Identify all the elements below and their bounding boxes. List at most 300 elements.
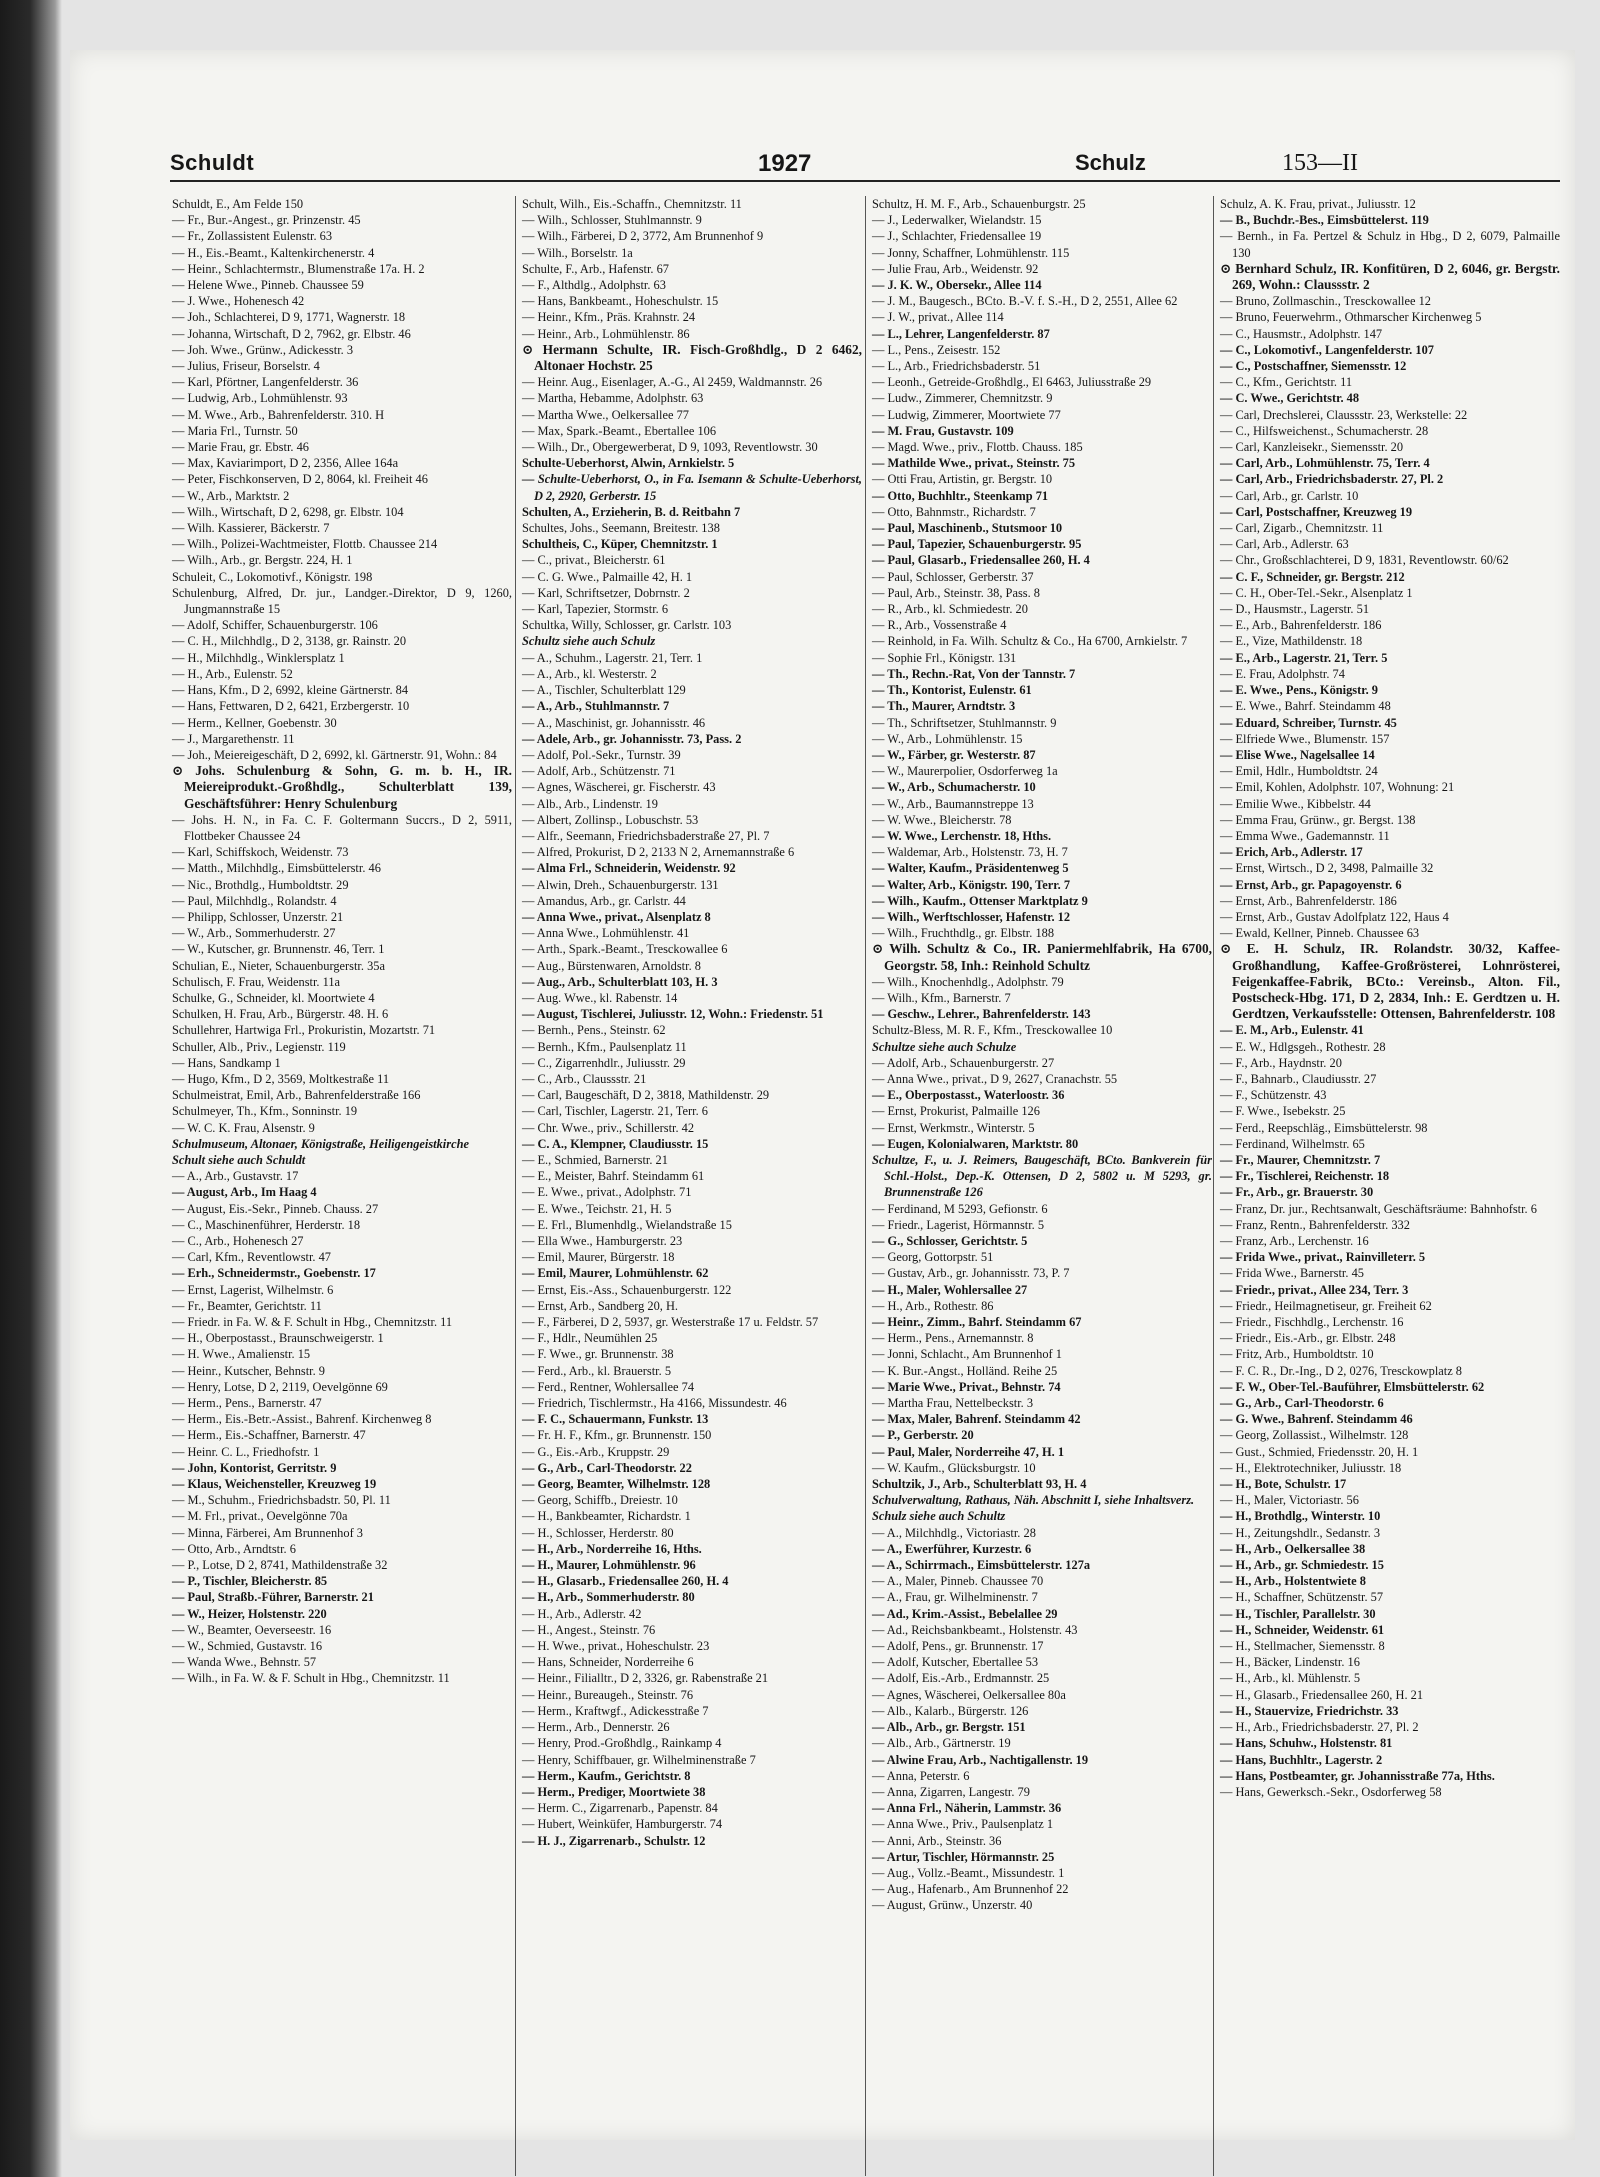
directory-entry: — W., Beamter, Oeverseestr. 16 [172,1622,332,1637]
directory-entry: — L., Arb., Friedrichsbaderstr. 51 [872,359,1041,374]
directory-entry: — Artur, Tischler, Hörmannstr. 25 [872,1849,1055,1864]
directory-entry: — H. Wwe., privat., Hoheschulstr. 23 [522,1639,710,1654]
directory-entry: — Heinr., Arb., Lohmühlenstr. 86 [522,326,690,341]
directory-entry: — H., Arb., Friedrichsbaderstr. 27, Pl. 2 [1220,1720,1419,1735]
directory-entry: — Alwin, Dreh., Schauenburgerstr. 131 [522,877,719,892]
directory-entry: — Wilh., Färberei, D 2, 3772, Am Brunnenhof 9 [522,229,764,244]
directory-entry: — Emma Wwe., Gademannstr. 11 [1220,828,1390,843]
directory-entry: — A., Tischler, Schulterblatt 129 [522,683,686,698]
directory-entry: — Carl, Drechslerei, Claussstr. 23, Werkstelle: 22 [1220,407,1468,422]
directory-entry: — Carl, Arb., gr. Carlstr. 10 [1220,488,1359,503]
directory-entry: — Martha, Hebamme, Adolphstr. 63 [522,391,704,406]
directory-entry: — Paul, Straßb.-Führer, Barnerstr. 21 [172,1590,374,1605]
directory-entry: — Hans, Kfm., D 2, 6992, kleine Gärtnerstr. 84 [172,683,409,698]
directory-entry: — Carl, Arb., Friedrichsbaderstr. 27, Pl. 2 [1220,472,1444,487]
directory-entry: — Mathilde Wwe., privat., Steinstr. 75 [872,456,1076,471]
directory-entry: — F., Färberei, D 2, 5937, gr. Westerstraße 17 u. Feldstr. 57 [522,1315,819,1330]
directory-entry: — Emil, Hdlr., Humboldtstr. 24 [1220,764,1378,779]
directory-entry: — C., Arb., Hohenesch 27 [172,1234,304,1248]
directory-entry: — Anna, Zigarren, Langestr. 79 [872,1784,1030,1799]
directory-entry: — G., Eis.-Arb., Kruppstr. 29 [522,1444,670,1459]
directory-entry: — H., Maler, Wohlersallee 27 [872,1282,1028,1297]
directory-entry: — C., Postschaffner, Siemensstr. 12 [1220,359,1407,374]
directory-entry: — Anna Wwe., Lohmühlenstr. 41 [522,926,690,941]
directory-entry: — Heinr., Bureaugeh., Steinstr. 76 [522,1687,694,1702]
directory-entry: — F., Althdlg., Adolphstr. 63 [522,278,666,293]
directory-entry: — Wilh., Knochenhdlg., Adolphstr. 79 [872,974,1064,989]
directory-entry: — Julius, Friseur, Borselstr. 4 [172,359,320,374]
directory-entry: Schulz, A. K. Frau, privat., Juliusstr. 12 [1220,197,1416,211]
directory-entry: — M. Frau, Gustavstr. 109 [872,423,1014,438]
directory-entry: — Otto, Arb., Arndtstr. 6 [172,1541,296,1556]
directory-entry: — C., Arb., Claussstr. 21 [522,1071,647,1086]
directory-entry: — K. Bur.-Angst., Holländ. Reihe 25 [872,1363,1058,1378]
directory-entry: — G., Schlosser, Gerichtstr. 5 [872,1234,1028,1248]
directory-entry: — W., Arb., Lohmühlenstr. 15 [872,731,1023,746]
directory-entry: — Aug., Hafenarb., Am Brunnenhof 22 [872,1882,1069,1897]
directory-entry: — Walter, Kaufm., Präsidentenweg 5 [872,861,1069,876]
directory-entry: — A., Schuhm., Lagerstr. 21, Terr. 1 [522,650,703,665]
directory-entry: — H., Bote, Schulstr. 17 [1220,1477,1347,1492]
directory-entry: — Herm., Kaufm., Gerichtstr. 8 [522,1768,691,1783]
directory-entry: — Elfriede Wwe., Blumenstr. 157 [1220,731,1390,746]
directory-entry: — Wilh., Borselstr. 1a [522,245,633,260]
directory-entry: — August, Tischlerei, Juliusstr. 12, Wohn.: Friedenstr. 51 [522,1007,824,1022]
directory-entry: — Th., Rechn.-Rat, Von der Tannstr. 7 [872,666,1076,681]
directory-entry: — Paul, Schlosser, Gerberstr. 37 [872,569,1034,584]
directory-entry: — Klaus, Weichensteller, Kreuzweg 19 [172,1477,377,1492]
directory-entry: — Alfred, Prokurist, D 2, 2133 N 2, Arnemannstraße 6 [522,845,795,860]
directory-entry: — Carl, Arb., Lohmühlenstr. 75, Terr. 4 [1220,456,1430,471]
directory-entry: — Alb., Kalarb., Bürgerstr. 126 [872,1703,1029,1718]
directory-entry: — Marie Frau, gr. Ebstr. 46 [172,440,309,455]
directory-entry: — W., Arb., Schumacherstr. 10 [872,780,1036,795]
directory-entry: — W. C. K. Frau, Alsenstr. 9 [172,1120,315,1135]
directory-entry: — Alb., Arb., Lindenstr. 19 [522,796,658,811]
directory-entry: — Wanda Wwe., Behnstr. 57 [172,1655,317,1670]
directory-entry: — Alb., Arb., gr. Bergstr. 151 [872,1720,1026,1735]
directory-entry: — Friedr., privat., Allee 234, Terr. 3 [1220,1282,1409,1297]
directory-entry: — Johs. H. N., in Fa. C. F. Goltermann Succrs., D 2, 5911, Flottbeker Chaussee 24 [172,812,512,843]
directory-entry: — Adolf, Schiffer, Schauenburgerstr. 106 [172,618,378,633]
directory-entry: — W., Heizer, Holstenstr. 220 [172,1606,327,1621]
directory-entry: Schulz siehe auch Schultz [872,1509,1006,1524]
directory-entry: — H., Arb., Rothestr. 86 [872,1298,994,1313]
directory-entry: — Friedr., Heilmagnetiseur, gr. Freiheit 62 [1220,1298,1432,1313]
directory-entry: — H., Schaffner, Schützenstr. 57 [1220,1590,1384,1605]
directory-entry: — H., Schneider, Weidenstr. 61 [1220,1622,1385,1637]
directory-entry: — Aug., Bürstenwaren, Arnoldstr. 8 [522,958,701,973]
directory-entry: — Otto, Bahnmstr., Richardstr. 7 [872,504,1036,519]
directory-entry: — Joh., Meiereigeschäft, D 2, 6992, kl. Gärtnerstr. 91, Wohn.: 84 [172,747,497,762]
directory-entry: — J. W., privat., Allee 114 [872,310,1004,325]
header-left-keyword: Schuldt [170,150,255,175]
directory-entry: — C., Kfm., Gerichtstr. 11 [1220,375,1353,390]
directory-entry: — Adolf, Pol.-Sekr., Turnstr. 39 [522,747,681,762]
directory-entry: — Heinr., Kfm., Präs. Krahnstr. 24 [522,310,696,325]
directory-entry: — H., Arb., Sommerhuderstr. 80 [522,1590,695,1605]
directory-entry: — F. C., Schauermann, Funkstr. 13 [522,1412,709,1427]
directory-entry: — P., Tischler, Bleicherstr. 85 [172,1574,328,1589]
directory-entry: — H., Arb., Norderreihe 16, Hths. [522,1541,702,1556]
directory-entry: — Eduard, Schreiber, Turnstr. 45 [1220,715,1397,730]
column-divider [865,196,866,2176]
directory-entry: — August, Arb., Im Haag 4 [172,1185,317,1200]
directory-entry: — F., Hdlr., Neumühlen 25 [522,1331,658,1346]
directory-entry: — John, Kontorist, Gerritstr. 9 [172,1460,337,1475]
directory-entry: — Carl, Kfm., Reventlowstr. 47 [172,1250,331,1265]
directory-entry: — Marie Wwe., Privat., Behnstr. 74 [872,1379,1061,1394]
directory-entry: — Adele, Arb., gr. Johannisstr. 73, Pass. 2 [522,731,742,746]
directory-entry: — Anni, Arb., Steinstr. 36 [872,1833,1002,1848]
directory-entry: — Hugo, Kfm., D 2, 3569, Moltkestraße 11 [172,1071,390,1086]
directory-entry: — Herm., Kellner, Goebenstr. 30 [172,715,337,730]
directory-entry: — Bruno, Feuerwehrm., Othmarscher Kirchenweg 5 [1220,310,1482,325]
directory-entry: — Ewald, Kellner, Pinneb. Chaussee 63 [1220,926,1420,941]
directory-entry: — Erich, Arb., Adlerstr. 17 [1220,845,1363,860]
directory-entry: — A., Arb., Gustavstr. 17 [172,1169,299,1184]
header-year: 1927 [758,150,812,177]
directory-entry: — Jonny, Schaffner, Lohmühlenstr. 115 [872,245,1070,260]
directory-entry: Schultzik, J., Arb., Schulterblatt 93, H. 4 [872,1477,1087,1492]
directory-entry: — Carl, Kanzleisekr., Siemensstr. 20 [1220,440,1404,455]
directory-entry: — H., Arb., Oelkersallee 38 [1220,1541,1366,1556]
directory-entry: — Franz, Arb., Lerchenstr. 16 [1220,1234,1369,1248]
directory-entry: — H., Glasarb., Friedensallee 260, H. 21 [1220,1687,1424,1702]
directory-entry: — Jonni, Schlacht., Am Brunnenhof 1 [872,1347,1062,1362]
directory-entry: — Anna, Peterstr. 6 [872,1768,970,1783]
directory-entry: — Friedr. in Fa. W. & F. Schult in Hbg., Chemnitzstr. 11 [172,1315,453,1330]
directory-entry: — H., Arb., Holstentwiete 8 [1220,1574,1366,1589]
directory-entry: — Chr. Wwe., priv., Schillerstr. 42 [522,1120,695,1135]
directory-entry: — W., Schmied, Gustavstr. 16 [172,1639,323,1654]
column-divider [1213,196,1214,2176]
directory-entry: — Sophie Frl., Königstr. 131 [872,650,1017,665]
directory-entry: — Adolf, Arb., Schauenburgerstr. 27 [872,1055,1055,1070]
directory-entry: — R., Arb., kl. Schmiedestr. 20 [872,602,1028,617]
directory-entry: — H., Angest., Steinstr. 76 [522,1622,656,1637]
directory-entry: — Franz, Rentn., Bahrenfelderstr. 332 [1220,1217,1410,1232]
directory-entry: — Friedr., Fischhdlg., Lerchenstr. 16 [1220,1315,1404,1330]
directory-entry: ⊙ Bernhard Schulz, IR. Konfitüren, D 2, 6046, gr. Bergstr. 269, Wohn.: Claussstr. 2 [1220,260,1560,293]
directory-entry: — H., Maurer, Lohmühlenstr. 96 [522,1558,696,1573]
directory-entry: — E. Frl., Blumenhdlg., Wielandstraße 15 [522,1217,732,1232]
directory-entry: — Herm., Kraftwgf., Adickesstraße 7 [522,1703,709,1718]
directory-entry: ⊙ Wilh. Schultz & Co., IR. Paniermehlfabrik, Ha 6700, Georgstr. 58, Inh.: Reinhold Schultz [872,941,1212,973]
directory-entry: — Joh., Schlachterei, D 9, 1771, Wagnerstr. 18 [172,310,406,325]
directory-entry: — A., Maschinist, gr. Johannisstr. 46 [522,715,706,730]
directory-entry: — Carl, Tischler, Lagerstr. 21, Terr. 6 [522,1104,708,1119]
directory-entry: — E. Frau, Adolphstr. 74 [1220,666,1345,681]
directory-entry: — Paul, Milchhdlg., Rolandstr. 4 [172,893,337,908]
directory-entry: — Schulte-Ueberhorst, O., in Fa. Isemann & Schulte-Ueberhorst, D 2, 2920, Gerberstr. 15 [522,472,862,503]
directory-entry: — H. Wwe., Amalienstr. 15 [172,1347,311,1362]
directory-entry: Schuldt, E., Am Felde 150 [172,197,304,211]
directory-entry: — H., Arb., gr. Schmiedestr. 15 [1220,1558,1384,1573]
directory-entry: — Heinr. C. L., Friedhofstr. 1 [172,1444,320,1459]
directory-entry: — Fr., Beamter, Gerichtstr. 11 [172,1298,322,1313]
directory-entry: — Aug., Vollz.-Beamt., Missundestr. 1 [872,1865,1065,1880]
directory-entry: — W. Wwe., Lerchenstr. 18, Hths. [872,828,1052,843]
directory-entry: — Hans, Schneider, Norderreihe 6 [522,1655,694,1670]
directory-entry: — H., Bäcker, Lindenstr. 16 [1220,1655,1360,1670]
directory-entry: — L., Pens., Zeisestr. 152 [872,342,1001,357]
directory-entry: — C. H., Ober-Tel.-Sekr., Alsenplatz 1 [1220,585,1413,600]
directory-entry: ⊙ E. H. Schulz, IR. Rolandstr. 30/32, Kaffee-Großhandlung, Kaffee-Großrösterei, Lohnrösterei, Feigenkaffee-Fabrik, BCto.: Vereinsb., Alton. Fil., Postscheck-Hbg. 171, D 2, 2834, Inh.: E. Gerdtzen u. H. Gerdtzen, Verkaufsstelle: Ottensen, Bahrenfelderstr. 108 [1220,941,1560,1022]
directory-entry: Schulian, E., Nieter, Schauenburgerstr. 35a [172,958,385,973]
directory-entry: — Herm., Pens., Barnerstr. 47 [172,1396,322,1411]
directory-entry: — Max, Spark.-Beamt., Ebertallee 106 [522,423,717,438]
directory-entry: — W. Wwe., Bleicherstr. 78 [872,812,1012,827]
directory-entry: Schulte-Ueberhorst, Alwin, Arnkielstr. 5 [522,456,735,471]
directory-entry: — Th., Kontorist, Eulenstr. 61 [872,683,1032,698]
directory-entry: — Friedrich, Tischlermstr., Ha 4166, Missundestr. 46 [522,1396,787,1411]
directory-entry: — F. Wwe., Isebekstr. 25 [1220,1104,1346,1119]
directory-entry: — Ernst, Lagerist, Wilhelmstr. 6 [172,1282,334,1297]
directory-entry: — J., Lederwalker, Wielandstr. 15 [872,213,1042,228]
directory-entry: — Anna Wwe., privat., Alsenplatz 8 [522,909,711,924]
directory-entry: Schult, Wilh., Eis.-Schaffn., Chemnitzstr. 11 [522,197,742,211]
directory-entry: — Friedr., Eis.-Arb., gr. Elbstr. 248 [1220,1331,1396,1346]
directory-entry: — Fr., Zollassistent Eulenstr. 63 [172,229,333,244]
directory-entry: — Henry, Prod.-Großhdlg., Rainkamp 4 [522,1736,722,1751]
directory-entry: — Hans, Postbeamter, gr. Johannisstraße 77a, Hths. [1220,1768,1495,1783]
directory-entry: — Bernh., in Fa. Pertzel & Schulz in Hbg., D 2, 6079, Palmaille 130 [1220,229,1560,260]
header-right-keyword: Schulz [1075,150,1146,175]
directory-entry: — Adolf, Arb., Schützenstr. 71 [522,764,676,779]
directory-entry: — E., Vize, Mathildenstr. 18 [1220,634,1363,649]
directory-entry: — C. G. Wwe., Palmaille 42, H. 1 [522,569,693,584]
directory-entry: — Alb., Arb., Gärtnerstr. 19 [872,1736,1011,1751]
directory-entry: — Georg, Beamter, Wilhelmstr. 128 [522,1477,711,1492]
directory-entry: Schulisch, F. Frau, Weidenstr. 11a [172,974,341,989]
directory-entry: — Hans, Gewerksch.-Sekr., Osdorferweg 58 [1220,1784,1442,1799]
directory-entry: — Frida Wwe., privat., Rainvilleterr. 5 [1220,1250,1426,1265]
directory-entry: — Paul, Maler, Norderreihe 47, H. 1 [872,1444,1065,1459]
directory-entry: Schultze, F., u. J. Reimers, Baugeschäft, BCto. Bankverein für Schl.-Holst., Dep.-K. Ottensen, D 2, 5802 u. M 5293, gr. Brunnenstraße 126 [872,1152,1212,1200]
directory-entry: — Johanna, Wirtschaft, D 2, 7962, gr. Elbstr. 46 [172,326,411,341]
directory-entry: — Otto, Buchhltr., Steenkamp 71 [872,488,1049,503]
directory-entry: Schuller, Alb., Priv., Legienstr. 119 [172,1039,346,1054]
directory-entry: — Julie Frau, Arb., Weidenstr. 92 [872,261,1039,276]
directory-entry: — Alma Frl., Schneiderin, Weidenstr. 92 [522,861,736,876]
directory-entry: — Martha Wwe., Oelkersallee 77 [522,407,689,422]
directory-entry: — Ernst, Prokurist, Palmaille 126 [872,1104,1040,1119]
directory-entry: — W., Kutscher, gr. Brunnenstr. 46, Terr. 1 [172,942,385,957]
directory-entry: — M. Frl., privat., Oevelgönne 70a [172,1509,348,1524]
directory-entry: — E., Arb., Lagerstr. 21, Terr. 5 [1220,650,1388,665]
directory-entry: — Paul, Arb., Steinstr. 38, Pass. 8 [872,585,1040,600]
directory-entry: — C., privat., Bleicherstr. 61 [522,553,666,568]
directory-entry: — Ernst, Wirtsch., D 2, 3498, Palmaille 32 [1220,861,1434,876]
directory-entry: — W. Kaufm., Glücksburgstr. 10 [872,1460,1036,1475]
directory-entry: — G., Arb., Carl-Theodorstr. 6 [1220,1396,1384,1411]
directory-entry: — E. Wwe., Bahrf. Steindamm 48 [1220,699,1391,714]
directory-entry: — Heinr. Aug., Eisenlager, A.-G., Al 2459, Waldmannstr. 26 [522,375,823,390]
directory-entry: — Waldemar, Arb., Holstenstr. 73, H. 7 [872,845,1068,860]
directory-entry: — A., Arb., Stuhlmannstr. 7 [522,699,670,714]
directory-entry: — J. Wwe., Hohenesch 42 [172,294,305,309]
directory-entry: — H., Arb., Eulenstr. 52 [172,666,293,681]
directory-entry: — C., Lokomotivf., Langenfelderstr. 107 [1220,342,1434,357]
directory-entry: — H., Schlosser, Herderstr. 80 [522,1525,674,1540]
directory-entry: — H., Glasarb., Friedensallee 260, H. 4 [522,1574,729,1589]
directory-entry: — Gustav, Arb., gr. Johannisstr. 73, P. 7 [872,1266,1070,1281]
directory-entry: — Ernst, Eis.-Ass., Schauenburgerstr. 122 [522,1282,732,1297]
directory-entry: — Ferd., Reepschläg., Eimsbüttelerstr. 98 [1220,1120,1428,1135]
directory-entry: — H., Zeitungshdlr., Sedanstr. 3 [1220,1525,1381,1540]
directory-entry: — Agnes, Wäscherei, gr. Fischerstr. 43 [522,780,716,795]
directory-entry: — J., Margarethenstr. 11 [172,731,295,746]
directory-entry: — Wilh. Kassierer, Bäckerstr. 7 [172,521,330,536]
directory-entry: — C., Hilfsweichenst., Schumacherstr. 28 [1220,423,1429,438]
directory-entry: — Frida Wwe., Barnerstr. 45 [1220,1266,1364,1281]
directory-entry: Schulmuseum, Altonaer, Königstraße, Heiligengeistkirche [172,1136,469,1151]
directory-entry: — W., Arb., Marktstr. 2 [172,488,290,503]
directory-entry: — Hans, Schuhw., Holstenstr. 81 [1220,1736,1393,1751]
directory-entry: — Fr., Tischlerei, Reichenstr. 18 [1220,1169,1390,1184]
directory-entry: — Magd. Wwe., priv., Flottb. Chauss. 185 [872,440,1083,455]
directory-entry: — P., Lotse, D 2, 8741, Mathildenstraße 32 [172,1558,388,1573]
directory-entry: — C. F., Schneider, gr. Bergstr. 212 [1220,569,1405,584]
directory-entry: — Ernst, Arb., Gustav Adolfplatz 122, Haus 4 [1220,909,1449,924]
directory-entry: — Helene Wwe., Pinneb. Chaussee 59 [172,278,364,293]
directory-entry: — H., Stauervize, Friedrichstr. 33 [1220,1703,1399,1718]
directory-entry: — Gust., Schmied, Friedensstr. 20, H. 1 [1220,1444,1419,1459]
directory-entry: — Ad., Krim.-Assist., Bebelallee 29 [872,1606,1058,1621]
directory-entry: — E., Schmied, Barnerstr. 21 [522,1152,668,1167]
directory-entry: — Bruno, Zollmaschin., Tresckowallee 12 [1220,294,1431,309]
directory-entry: — Otti Frau, Artistin, gr. Bergstr. 10 [872,472,1053,487]
directory-entry: — Karl, Schiffskoch, Weidenstr. 73 [172,845,349,860]
directory-entry: — C. H., Milchhdlg., D 2, 3138, gr. Rainstr. 20 [172,634,407,649]
directory-entry: — B., Buchdr.-Bes., Eimsbüttelerst. 119 [1220,213,1429,228]
directory-entry: — Walter, Arb., Königstr. 190, Terr. 7 [872,877,1071,892]
directory-entry: — Ferd., Arb., kl. Brauerstr. 5 [522,1363,672,1378]
directory-entry: — Georg, Schiffb., Dreiestr. 10 [522,1493,678,1508]
directory-entry: — R., Arb., Vossenstraße 4 [872,618,1007,633]
directory-entry: — D., Hausmstr., Lagerstr. 51 [1220,602,1370,617]
directory-entry: — Wilh., Kfm., Barnerstr. 7 [872,990,1011,1005]
directory-entry: Schulverwaltung, Rathaus, Näh. Abschnitt I, siehe Inhaltsverz. [872,1493,1195,1508]
directory-entry: — Nic., Brothdlg., Humboldtstr. 29 [172,877,349,892]
directory-entry: — Ad., Reichsbankbeamt., Holstenstr. 43 [872,1622,1078,1637]
directory-entry: — P., Gerberstr. 20 [872,1428,974,1443]
directory-entry: — Heinr., Filialltr., D 2, 3326, gr. Rabenstraße 21 [522,1671,769,1686]
directory-entry: — E., Oberpostasst., Waterloostr. 36 [872,1088,1065,1103]
directory-entry: Schultka, Willy, Schlosser, gr. Carlstr. 103 [522,618,732,633]
directory-entry: — Bernh., Kfm., Paulsenplatz 11 [522,1039,687,1054]
directory-entry: — August, Grünw., Unzerstr. 40 [872,1898,1033,1913]
directory-entry: — Herm., Eis.-Schaffner, Barnerstr. 47 [172,1428,366,1443]
directory-column-1 [172,196,512,1687]
directory-entry: Schultze siehe auch Schulze [872,1039,1017,1054]
directory-entry: — Wilh., Wirtschaft, D 2, 6298, gr. Elbstr. 104 [172,504,404,519]
directory-entry: Schullehrer, Hartwiga Frl., Prokuristin, Mozartstr. 71 [172,1023,436,1038]
directory-entry: — H., Brothdlg., Winterstr. 10 [1220,1509,1381,1524]
directory-entry: — G., Arb., Carl-Theodorstr. 22 [522,1460,692,1475]
directory-entry: — A., Milchhdlg., Victoriastr. 28 [872,1525,1036,1540]
directory-entry: — Alwine Frau, Arb., Nachtigallenstr. 19 [872,1752,1089,1767]
directory-column-3 [872,196,1212,1914]
directory-entry: — E. Wwe., Pens., Königstr. 9 [1220,683,1378,698]
directory-entry: Schultz siehe auch Schulz [522,634,656,649]
directory-entry: — Th., Maurer, Arndtstr. 3 [872,699,1016,714]
directory-entry: — E. M., Arb., Eulenstr. 41 [1220,1023,1364,1038]
directory-entry: — August, Eis.-Sekr., Pinneb. Chauss. 27 [172,1201,379,1216]
directory-entry: — Fr., Bur.-Angest., gr. Prinzenstr. 45 [172,213,361,228]
directory-entry: — C. Wwe., Gerichtstr. 48 [1220,391,1360,406]
directory-entry: Schulmeistrat, Emil, Arb., Bahrenfelderstraße 166 [172,1088,421,1103]
directory-entry: — Karl, Schriftsetzer, Dobrnstr. 2 [522,585,690,600]
directory-entry: — H., Elektrotechniker, Juliusstr. 18 [1220,1460,1402,1475]
directory-entry: — A., Ewerführer, Kurzestr. 6 [872,1541,1032,1556]
directory-entry: — C., Zigarrenhdlr., Juliusstr. 29 [522,1055,686,1070]
directory-entry: — L., Lehrer, Langenfelderstr. 87 [872,326,1050,341]
directory-entry: — Emil, Maurer, Lohmühlenstr. 62 [522,1266,709,1281]
directory-entry: — Adolf, Eis.-Arb., Erdmannstr. 25 [872,1671,1050,1686]
directory-entry: — Herm. C., Zigarrenarb., Papenstr. 84 [522,1801,718,1816]
directory-entry: — H., Arb., Adlerstr. 42 [522,1606,642,1621]
directory-entry: — Ernst, Werkmstr., Winterstr. 5 [872,1120,1035,1135]
directory-entry: — Agnes, Wäscherei, Oelkersallee 80a [872,1687,1066,1702]
directory-entry: — Carl, Postschaffner, Kreuzweg 19 [1220,504,1413,519]
directory-entry: — W., Färber, gr. Westerstr. 87 [872,747,1036,762]
directory-entry: — C., Maschinenführer, Herderstr. 18 [172,1217,361,1232]
directory-entry: — Paul, Tapezier, Schauenburgerstr. 95 [872,537,1082,552]
directory-entry: — Matth., Milchhdlg., Eimsbüttelerstr. 46 [172,861,381,876]
directory-entry: — E. W., Hdlgsgeh., Rothestr. 28 [1220,1039,1386,1054]
directory-entry: — Hans, Buchhltr., Lagerstr. 2 [1220,1752,1383,1767]
directory-entry: — Wilh., Werftschlosser, Hafenstr. 12 [872,909,1071,924]
directory-entry: — F., Bahnarb., Claudiusstr. 27 [1220,1071,1377,1086]
directory-entry: — Fr. H. F., Kfm., gr. Brunnenstr. 150 [522,1428,712,1443]
directory-entry: — F. W., Ober-Tel.-Bauführer, Elmsbüttelerstr. 62 [1220,1379,1485,1394]
directory-entry: — Ludwig, Arb., Lohmühlenstr. 93 [172,391,348,406]
directory-entry: — M., Schuhm., Friedrichsbadstr. 50, Pl. 11 [172,1493,391,1508]
directory-entry: — M. Wwe., Arb., Bahrenfelderstr. 310. H [172,407,385,422]
directory-entry: Schulke, G., Schneider, kl. Moortwiete 4 [172,990,375,1005]
directory-entry: — F. Wwe., gr. Brunnenstr. 38 [522,1347,674,1362]
directory-entry: — F., Schützenstr. 43 [1220,1088,1327,1103]
directory-entry: — H., Maler, Victoriastr. 56 [1220,1493,1359,1508]
directory-entry: — Erh., Schneidermstr., Goebenstr. 17 [172,1266,376,1281]
directory-entry: — H., Oberpostasst., Braunschweigerstr. 1 [172,1331,384,1346]
directory-entry: — E. Wwe., privat., Adolphstr. 71 [522,1185,692,1200]
directory-entry: — J. K. W., Obersekr., Allee 114 [872,278,1042,293]
directory-entry: — Hans, Sandkamp 1 [172,1055,281,1070]
directory-entry: — Carl, Baugeschäft, D 2, 3818, Mathildenstr. 29 [522,1088,770,1103]
directory-entry: — Herm., Arb., Dennerstr. 26 [522,1720,670,1735]
directory-entry: — Wilh., Polizei-Wachtmeister, Flottb. Chaussee 214 [172,537,438,552]
directory-entry: — G. Wwe., Bahrenf. Steindamm 46 [1220,1412,1413,1427]
directory-entry: ⊙ Hermann Schulte, IR. Fisch-Großhdlg., D 2 6462, Altonaer Hochstr. 25 [522,341,862,374]
directory-column-4 [1220,196,1560,1800]
directory-entry: — Henry, Schiffbauer, gr. Wilhelminenstraße 7 [522,1752,756,1767]
directory-entry: — Paul, Maschinenb., Stutsmoor 10 [872,521,1063,536]
directory-entry: — F., Arb., Haydnstr. 20 [1220,1055,1342,1070]
directory-entry: — Wilh., Arb., gr. Bergstr. 224, H. 1 [172,553,353,568]
directory-entry: — Alfr., Seemann, Friedrichsbaderstraße 27, Pl. 7 [522,828,770,843]
directory-entry: — Wilh., Kaufm., Ottenser Marktplatz 9 [872,893,1088,908]
directory-entry: — Eugen, Kolonialwaren, Marktstr. 80 [872,1136,1079,1151]
directory-entry: — Hans, Bankbeamt., Hoheschulstr. 15 [522,294,719,309]
book-gutter-shadow [0,0,62,2177]
directory-entry: — Ferd., Rentner, Wohlersallee 74 [522,1379,695,1394]
directory-entry: — Karl, Pförtner, Langenfelderstr. 36 [172,375,359,390]
directory-entry: — Ferdinand, Wilhelmstr. 65 [1220,1136,1365,1151]
directory-entry: — Heinr., Kutscher, Behnstr. 9 [172,1363,325,1378]
